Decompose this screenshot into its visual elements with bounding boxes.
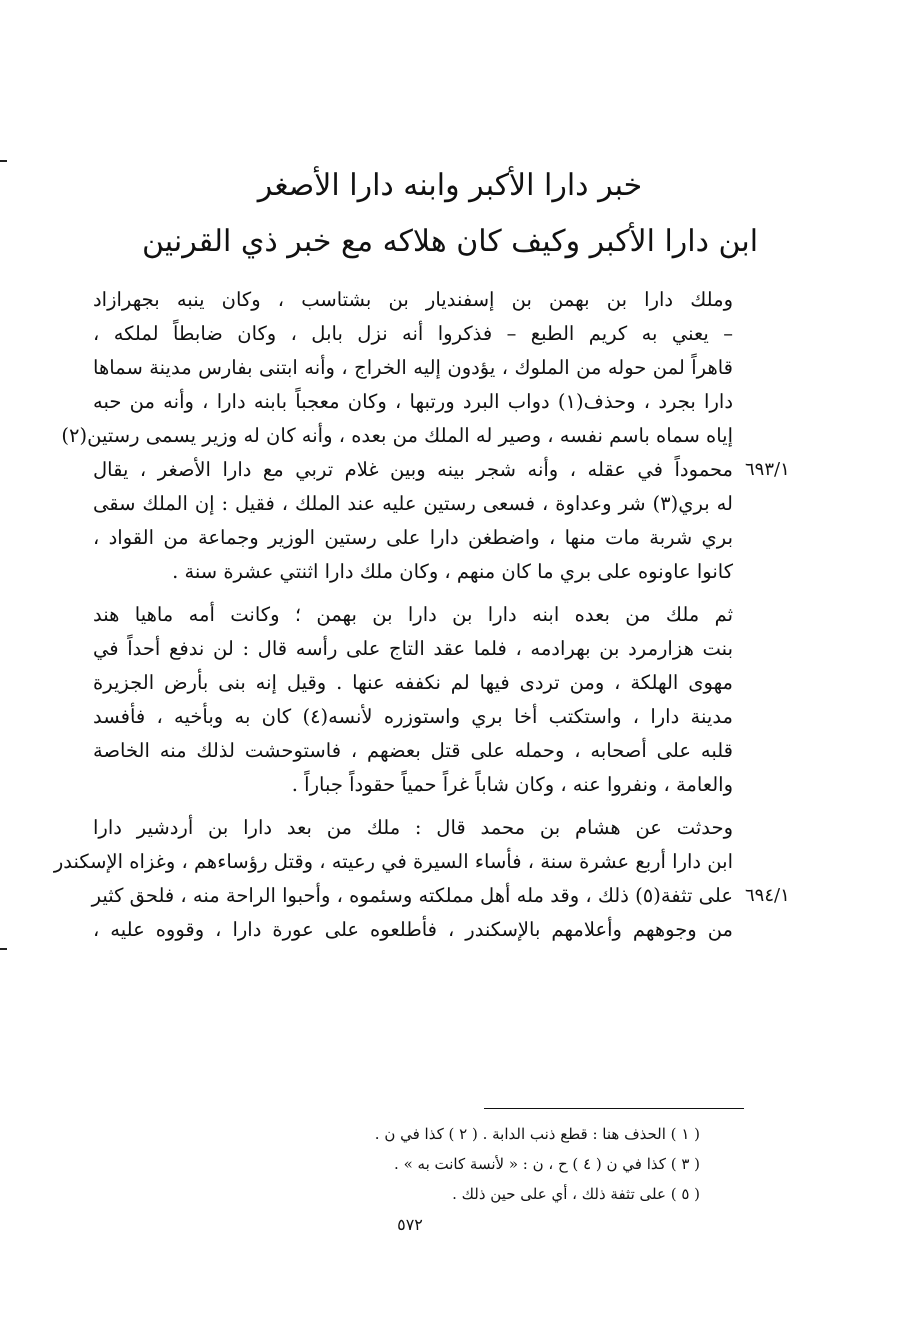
- body-text-line: محموداً في عقله ، وأنه شجر بينه وبين غلام تربي مع دارا الأصغر ، يقال: [93, 458, 733, 481]
- footnote-line: ( ١ ) الحذف هنا : قطع ذنب الدابة . ( ٢ ) كذا في ن .: [374, 1125, 700, 1143]
- margin-reference: ٦٩٣/١: [745, 459, 790, 480]
- body-text-line: إياه سماه باسم نفسه ، وصير له الملك من بعده ، وأنه كان له وزير يسمى رستين(٢): [61, 424, 733, 447]
- footnote-line: ( ٥ ) على تثفة ذلك ، أي على حين ذلك .: [452, 1185, 700, 1203]
- body-text-line: ابن دارا أربع عشرة سنة ، فأساء السيرة في رعيته ، وقتل رؤساءهم ، وغزاه الإسكندر: [53, 850, 733, 873]
- body-text-line: على تثفة(٥) ذلك ، وقد مله أهل مملكته وسئموه ، وأحبوا الراحة منه ، فلحق كثير: [91, 884, 733, 907]
- body-text-line: دارا بجرد ، وحذف(١) دواب البرد ورتبها ، وكان معجباً بابنه دارا ، وأنه من حبه: [93, 390, 733, 413]
- body-text-line: مدينة دارا ، واستكتب أخا بري واستوزره لأنسه(٤) كان به وبأخيه ، فأفسد: [93, 705, 733, 728]
- footnote-divider: [484, 1108, 744, 1109]
- chapter-heading-line-1: خبر دارا الأكبر وابنه دارا الأصغر: [257, 168, 643, 203]
- body-text-line: قاهراً لمن حوله من الملوك ، يؤدون إليه الخراج ، وأنه ابتنى بفارس مدينة سماها: [93, 356, 733, 379]
- margin-reference: ٦٩٤/١: [745, 885, 790, 906]
- scan-edge-mark: [0, 948, 7, 950]
- body-text-line: بري شربة مات منها ، واضطغن دارا على رستين الوزير وجماعة من القواد ،: [93, 526, 733, 549]
- body-text-line: من وجوههم وأعلامهم بالإسكندر ، فأطلعوه على عورة دارا ، وقووه عليه ،: [93, 918, 733, 941]
- body-text-line: بنت هزارمرد بن بهرادمه ، فلما عقد التاج على رأسه قال : لن ندفع أحداً في: [93, 637, 733, 660]
- body-text-line: وحدثت عن هشام بن محمد قال : ملك من بعد دارا بن أردشير دارا: [93, 816, 733, 839]
- body-text-line: قلبه على أصحابه ، وحمله على قتل بعضهم ، فاستوحشت لذلك منه الخاصة: [93, 739, 733, 762]
- chapter-heading-line-2: ابن دارا الأكبر وكيف كان هلاكه مع خبر ذي القرنين: [141, 224, 759, 259]
- body-text-line: – يعني به كريم الطبع – فذكروا أنه نزل بابل ، وكان ضابطاً لملكه ،: [93, 322, 733, 345]
- body-text-line: له بري(٣) شر وعداوة ، فسعى رستين عليه عند الملك ، فقيل : إن الملك سقى: [93, 492, 733, 515]
- footnote-line: ( ٣ ) كذا في ن ( ٤ ) ح ، ن : « لأنسة كانت به » .: [394, 1155, 700, 1173]
- body-text-line: مهوى الهلكة ، ومن تردى فيها لم نكففه عنها . وقيل إنه بنى بأرض الجزيرة: [93, 671, 733, 694]
- body-text-line: والعامة ، ونفروا عنه ، وكان شاباً غراً حمياً حقوداً جباراً .: [291, 773, 733, 796]
- body-text-line: كانوا عاونوه على بري ما كان منهم ، وكان ملك دارا اثنتي عشرة سنة .: [172, 560, 733, 583]
- page-number: ٥٧٢: [397, 1215, 423, 1234]
- body-text-line: ثم ملك من بعده ابنه دارا بن دارا بن بهمن ؛ وكانت أمه ماهيا هند: [93, 603, 733, 626]
- scan-edge-mark: [0, 160, 7, 162]
- body-text-line: وملك دارا بن بهمن بن إسفنديار بن بشتاسب ، وكان ينبه بجهرازاد: [93, 288, 733, 311]
